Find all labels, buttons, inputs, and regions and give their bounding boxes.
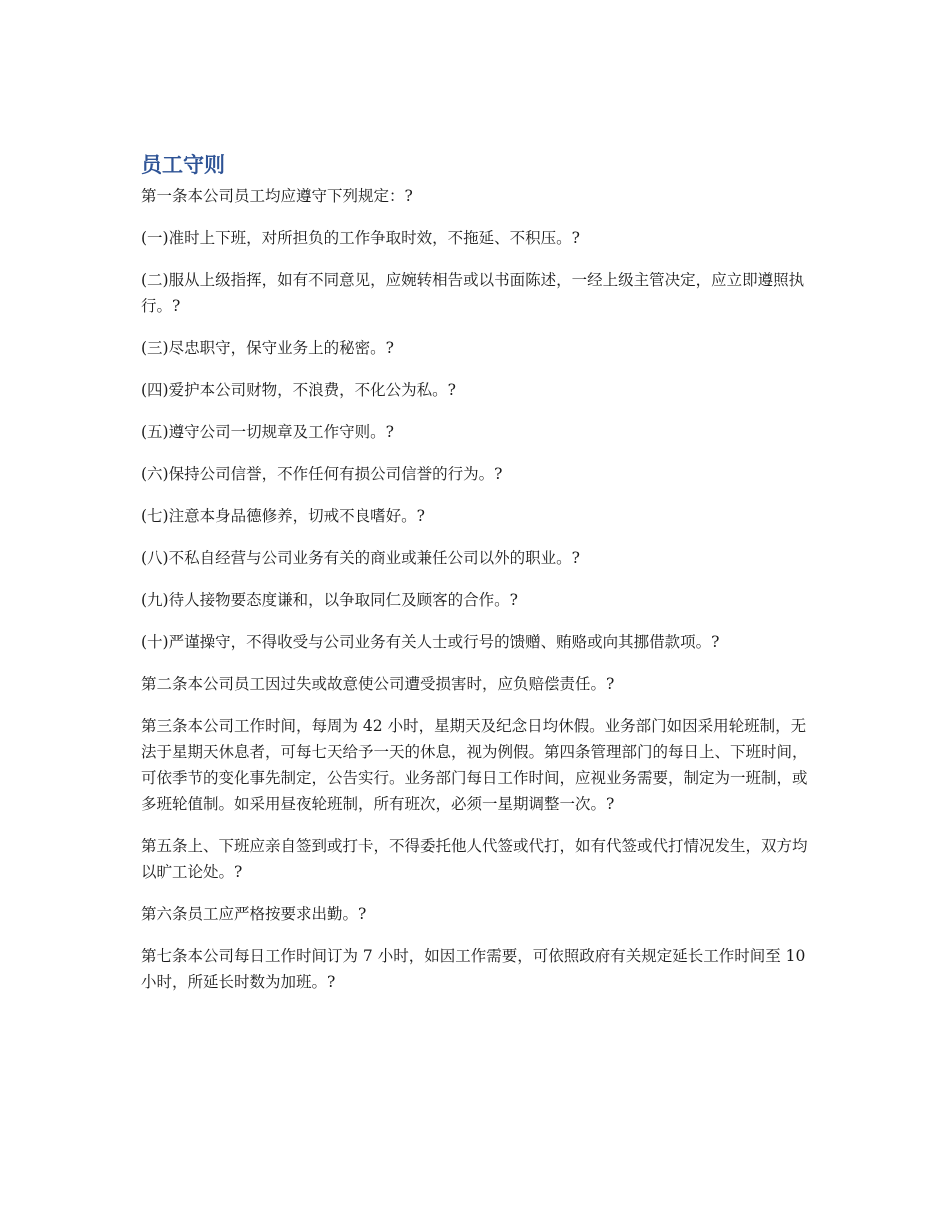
paragraph-article-1: 第一条本公司员工均应遵守下列规定：? bbox=[141, 187, 413, 205]
paragraph-item-4: (四)爱护本公司财物，不浪费，不化公为私。? bbox=[141, 381, 456, 399]
paragraph-article-2: 第二条本公司员工因过失或故意使公司遭受损害时，应负赔偿责任。? bbox=[141, 675, 615, 693]
paragraph-item-7: (七)注意本身品德修养，切戒不良嗜好。? bbox=[141, 507, 425, 525]
paragraph-item-9: (九)待人接物要态度谦和，以争取同仁及顾客的合作。? bbox=[141, 591, 518, 609]
paragraph-item-3: (三)尽忠职守，保守业务上的秘密。? bbox=[141, 339, 394, 357]
paragraph-item-5: (五)遵守公司一切规章及工作守则。? bbox=[141, 423, 394, 441]
paragraph-item-6: (六)保持公司信誉，不作任何有损公司信誉的行为。? bbox=[141, 465, 503, 483]
document-page bbox=[141, 150, 809, 995]
paragraph-item-10: (十)严谨操守，不得收受与公司业务有关人士或行号的馈赠、贿赂或向其挪借款项。? bbox=[141, 633, 720, 651]
document-title: 员工守则 bbox=[141, 153, 225, 177]
paragraph-item-2: (二)服从上级指挥，如有不同意见，应婉转相告或以书面陈述，一经上级主管决定，应立即遵照执行。? bbox=[141, 271, 805, 315]
paragraph-article-3: 第三条本公司工作时间，每周为 42 小时，星期天及纪念日均休假。业务部门如因采用轮班制，无法于星期天休息者，可每七天给予一天的休息，视为例假。第四条管理部门的每日上、下班时间，可依季节的变化事先制定，公告实行。业务部门每日工作时间，应视业务需要，制定为一班制，或多班轮值制。如采用昼夜轮班制，所有班次，必须一星期调整一次。? bbox=[141, 717, 808, 813]
paragraph-article-7: 第七条本公司每日工作时间订为 7 小时，如因工作需要，可依照政府有关规定延长工作时间至 10 小时，所延长时数为加班。? bbox=[141, 947, 806, 991]
paragraph-item-1: (一)准时上下班，对所担负的工作争取时效，不拖延、不积压。? bbox=[141, 229, 580, 247]
paragraph-article-5: 第五条上、下班应亲自签到或打卡，不得委托他人代签或代打，如有代签或代打情况发生，双方均以旷工论处。? bbox=[141, 837, 808, 881]
paragraph-article-6: 第六条员工应严格按要求出勤。? bbox=[141, 905, 367, 923]
paragraph-item-8: (八)不私自经营与公司业务有关的商业或兼任公司以外的职业。? bbox=[141, 549, 580, 567]
